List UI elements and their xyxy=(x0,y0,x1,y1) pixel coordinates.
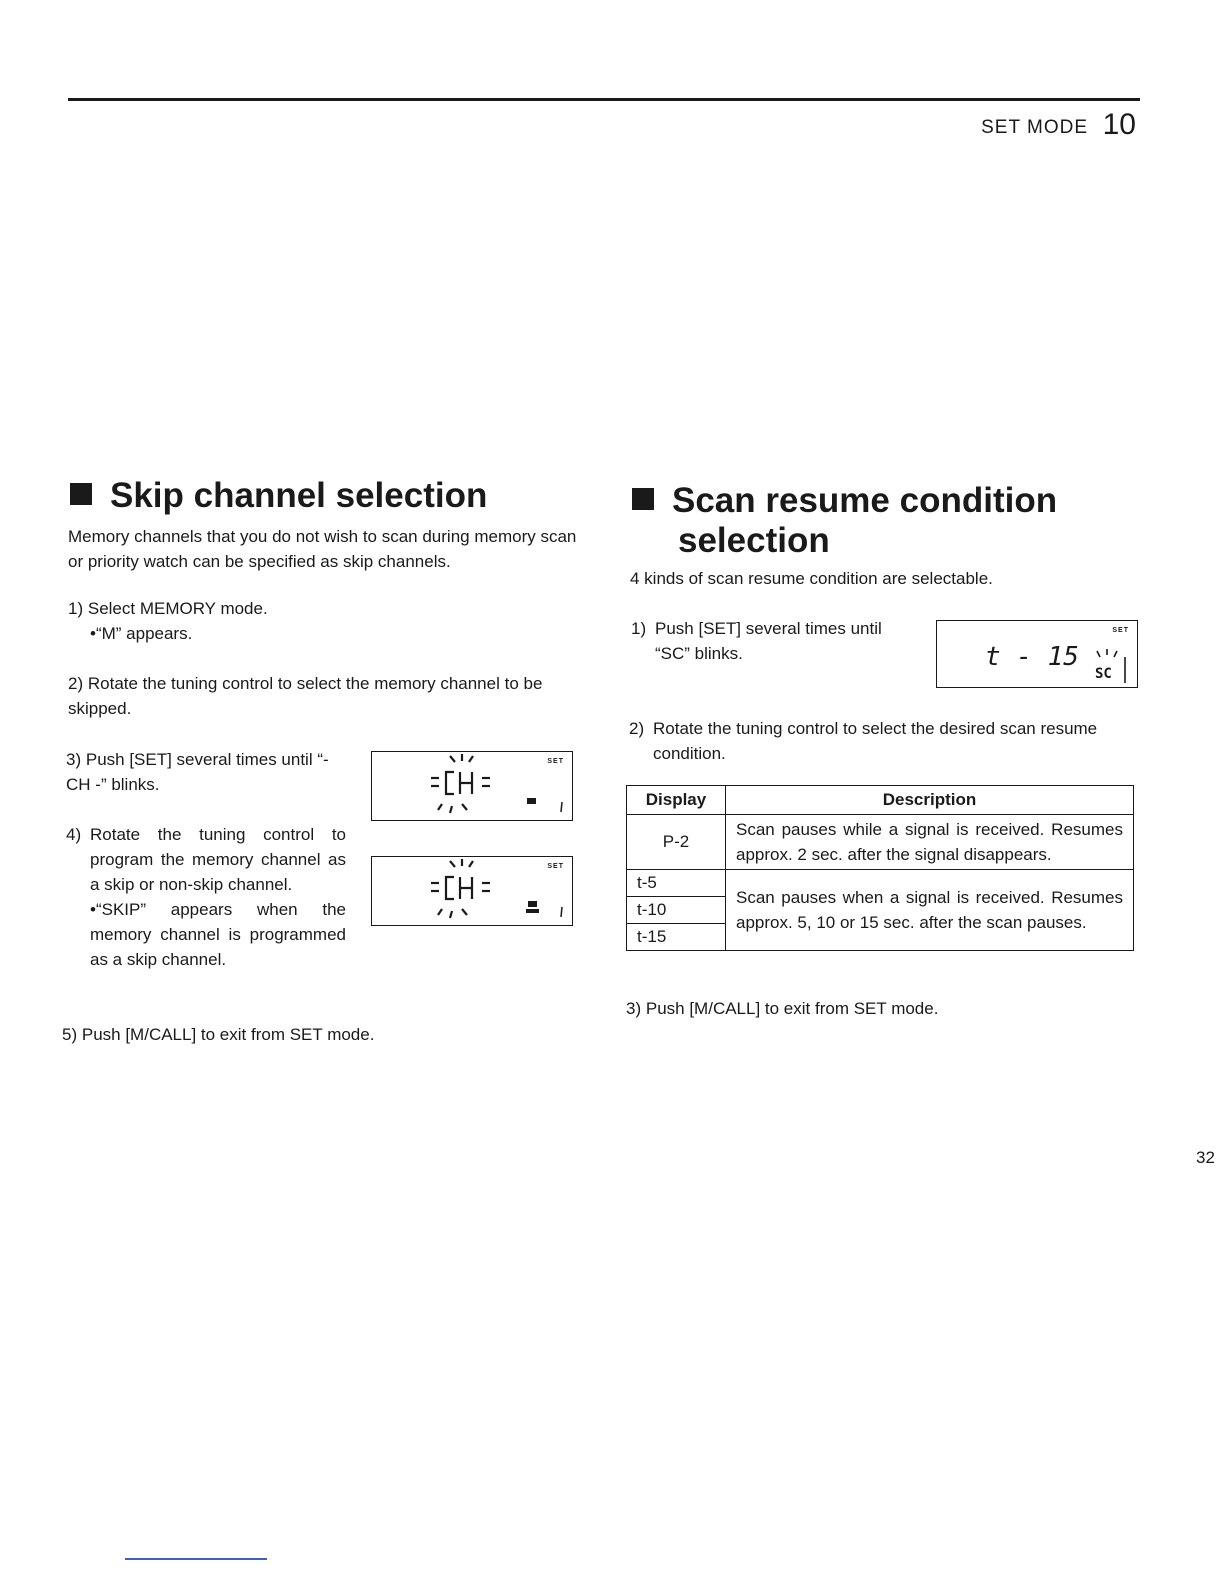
skip-intro: Memory channels that you do not wish to scan during memory scan or priority watch can be specified as skip channels. xyxy=(68,527,577,571)
scan-step-2: 2) Rotate the tuning control to select the desired scan resume condition. xyxy=(629,719,1098,763)
header-rule xyxy=(68,98,1140,101)
table-header: Display xyxy=(627,786,726,815)
table-row xyxy=(627,815,1134,870)
lcd-blink-text: SC xyxy=(1095,666,1112,682)
scan-resume-title: Scan resume condition selection xyxy=(632,481,1057,561)
table-cell-display: P-2 xyxy=(627,815,726,870)
skip-step-4: 4) Rotate the tuning control to program the memory channel as a skip or non-skip channel. •“SKIP” appears when the memory channel is programmed as a skip channel. xyxy=(66,825,346,969)
skip-step-1: 1) Select MEMORY mode. •“M” appears. xyxy=(68,599,268,643)
table-cell-display-group xyxy=(627,870,726,951)
skip-step-3: 3) Push [SET] several times until “- CH -” blinks. xyxy=(66,750,329,794)
lcd-segments-skip-icon xyxy=(372,857,572,925)
lcd-segments-ch-icon xyxy=(372,752,572,820)
table-row xyxy=(627,870,1134,951)
section-label: SET MODE xyxy=(981,117,1088,138)
lcd-segments-t15-icon xyxy=(937,621,1137,687)
scan-step-3: 3) Push [M/CALL] to exit from SET mode. xyxy=(626,999,939,1018)
table-cell-display: t-10 xyxy=(627,897,725,924)
bullet-square-icon xyxy=(632,488,654,510)
table-cell-display: t-15 xyxy=(637,927,667,946)
scan-resume-table xyxy=(626,785,1134,951)
table-cell-description: Scan pauses while a signal is received. Resumes approx. 2 sec. after the signal disappears. xyxy=(726,815,1134,870)
footer-rule xyxy=(125,1558,267,1560)
lcd-display-ch-1: SET xyxy=(371,751,573,821)
lcd-readout-text: t - 15 xyxy=(985,642,1079,672)
skip-channel-title: Skip channel selection xyxy=(70,476,487,516)
scan-step-1: 1) Push [SET] several times until “SC” blinks. xyxy=(631,619,882,663)
section-number: 10 xyxy=(1102,108,1136,141)
lcd-display-ch-2: SET xyxy=(371,856,573,926)
lcd-display-scan-resume: SET t - 15 SC xyxy=(936,620,1138,688)
table-cell-display: t-5 xyxy=(627,870,725,897)
scan-intro: 4 kinds of scan resume condition are selectable. xyxy=(630,569,993,588)
skip-step-2: 2) Rotate the tuning control to select the memory channel to be skipped. xyxy=(68,674,543,718)
page-number: 32 xyxy=(1196,1148,1215,1167)
bullet-square-icon xyxy=(70,483,92,505)
table-header: Description xyxy=(726,786,1134,815)
table-cell-description: Scan pauses when a signal is received. Resumes approx. 5, 10 or 15 sec. after the scan pauses. xyxy=(726,870,1134,951)
skip-step-5: 5) Push [M/CALL] to exit from SET mode. xyxy=(62,1025,375,1044)
table-header-row xyxy=(627,786,1134,815)
